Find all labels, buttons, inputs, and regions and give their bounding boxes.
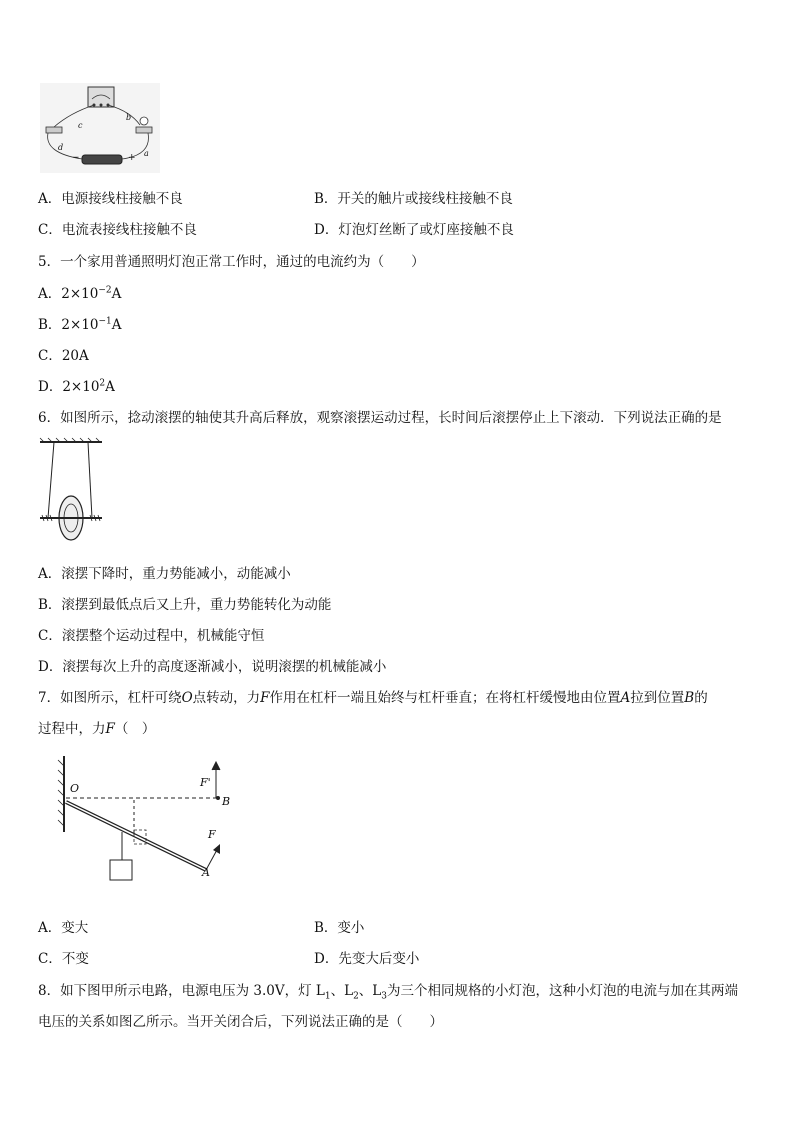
lever-drawing [50,748,240,888]
lever-figure [50,748,240,888]
q7-s2b: （ ） [114,721,156,737]
label-a: a [144,149,149,158]
q5-option-c[interactable]: C．20A [38,348,89,364]
q8-s1b: 为三个相同规格的小灯泡，这种小灯泡的电流与加在其两端 [387,983,738,999]
q5-option-d[interactable] [38,375,115,395]
q7-option-c[interactable]: C．不变 [38,951,89,967]
q7-s-F: F [260,690,270,706]
q7-s1e: 的 [694,690,708,706]
q7-s1b: 点转动，力 [192,690,261,706]
q5-a-base: A．2×10 [38,286,99,302]
label-minus: − [72,153,80,163]
q8-sep1: 、L [330,983,354,999]
battery-icon [82,155,122,164]
q7-s1d: 拉到位置 [630,690,685,706]
q6-stem: 6．如图所示，捻动滚摆的轴使其升高后释放，观察滚摆运动过程，长时间后滚摆停止上下滚动．下列说法正确的是 [38,410,722,426]
label-c: c [78,121,83,130]
label-b: b [126,113,132,122]
q8-sub3: 3 [381,991,387,1002]
q7-s2a: 过程中，力 [38,721,106,737]
label-plus: + [128,153,136,163]
switch-icon [46,127,62,133]
maxwell-wheel-figure [36,436,106,546]
q6-option-d[interactable]: D．滚摆每次上升的高度逐渐减小，说明滚摆的机械能减小 [38,659,387,675]
q7-stem-line2 [38,717,155,737]
lever-label-O: O [70,782,80,795]
q8-stem-line1 [38,979,738,1002]
q5-a-unit: A [111,286,122,302]
q5-option-b[interactable] [38,313,122,333]
lamp-base-icon [136,127,152,133]
q4-option-c[interactable]: C．电流表接线柱接触不良 [38,222,197,238]
q6-option-a[interactable]: A．滚摆下降时，重力势能减小，动能减小 [38,566,291,582]
lever-label-F: F [208,828,216,841]
q5-a-exp: −2 [98,285,112,296]
q7-s1a: 7．如图所示，杠杆可绕 [38,690,182,706]
lever-label-A: A [202,866,210,879]
q4-option-d[interactable]: D．灯泡灯丝断了或灯座接触不良 [314,222,514,238]
q5-b-base: B．2×10 [38,317,99,333]
q5-option-a[interactable] [38,282,121,302]
weight-box [110,860,132,880]
q8-sub1: 1 [324,991,331,1002]
q5-stem: 5．一个家用普通照明灯泡正常工作时，通过的电流约为（ ） [38,254,425,270]
q7-s-O: O [181,690,193,706]
q4-option-a[interactable]: A．电源接线柱接触不良 [38,191,183,207]
circuit-figure [40,83,160,173]
q5-b-exp: −1 [98,316,112,327]
q7-option-d[interactable]: D．先变大后变小 [314,951,420,967]
q7-s-A: A [620,690,631,706]
q7-s-B: B [684,690,695,706]
q6-option-b[interactable]: B．滚摆到最低点后又上升，重力势能转化为动能 [38,597,332,613]
lever-label-F-prime: F' [200,776,211,789]
q8-sep2: 、L [358,983,382,999]
q7-stem-line1 [38,686,708,706]
maxwell-wheel-drawing [36,436,106,546]
lever-label-B: B [222,795,231,808]
q7-s2-F: F [105,721,115,737]
q8-stem-line2: 电压的关系如图乙所示。当开关闭合后，下列说法正确的是（ ） [38,1014,443,1030]
q8-s1a: 8．如下图甲所示电路，电源电压为 3.0V，灯 L [38,983,325,999]
q8-sub2: 2 [353,991,359,1002]
q7-s1c: 作用在杠杆一端且始终与杠杆垂直；在将杠杆缓慢地由位置 [269,690,621,706]
q4-option-b[interactable]: B．开关的触片或接线柱接触不良 [314,191,513,207]
circuit-drawing [40,83,160,173]
q5-d-exp: 2 [99,378,106,389]
q5-d-base: D．2×10 [38,379,100,395]
bulb-icon [140,117,148,125]
label-d: d [58,143,64,152]
q5-b-unit: A [111,317,122,333]
q5-d-unit: A [105,379,115,395]
q7-option-a[interactable]: A．变大 [38,920,89,936]
q6-option-c[interactable]: C．滚摆整个运动过程中，机械能守恒 [38,628,265,644]
q7-option-b[interactable]: B．变小 [314,920,365,936]
